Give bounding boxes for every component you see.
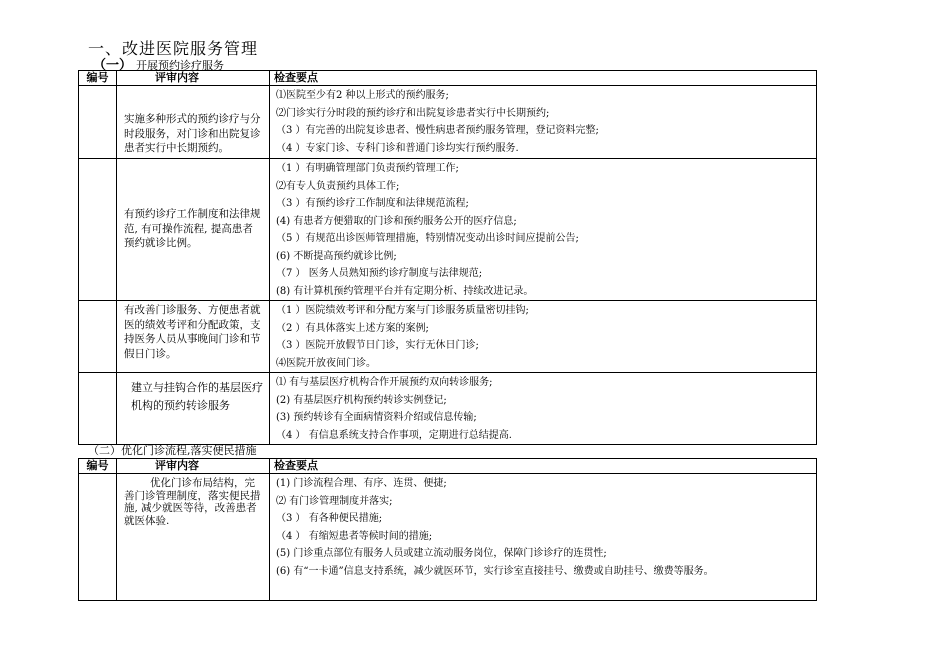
- header-content: 评审内容: [117, 459, 270, 474]
- check-point: ⑵门诊实行分时段的预约诊疗和出院复诊患者实行中长期预约;: [276, 107, 550, 119]
- check-point: （4 ） 有缩短患者等候时间的措施;: [276, 530, 433, 542]
- check-point: （4 ） 有信息系统支持合作事项，定期进行总结提高.: [276, 429, 512, 441]
- check-point: (5) 门诊重点部位有服务人员或建立流动服务岗位，保障门诊诊疗的连贯性;: [276, 548, 607, 559]
- table-row: [79, 159, 817, 301]
- row-number-cell: [79, 86, 117, 159]
- check-point: ⑵ 有门诊管理制度并落实;: [276, 495, 393, 507]
- check-point: （1 ）医院绩效考评和分配方案与门诊服务质量密切挂钩;: [276, 305, 529, 316]
- check-point: （3 ）医院开放假节日门诊，实行无休日门诊;: [276, 340, 479, 351]
- check-point: (6) 有“一卡通”信息支持系统，减少就医环节，实行诊室直接挂号、缴费或自助挂号、缴费等服务。: [276, 565, 714, 577]
- review-table-1: [78, 70, 817, 445]
- section-title: 一、改进医院服务管理: [88, 39, 259, 58]
- row-number-cell: [79, 373, 117, 445]
- check-point: ⑴医院至少有2 种以上形式的预约服务;: [276, 90, 449, 101]
- review-content: 优化门诊布局结构，完善门诊管理制度，落实便民措施, 减少就医等待，改善患者就医体验.: [117, 474, 270, 601]
- header-points: 检查要点: [270, 71, 817, 86]
- row-number-cell: [79, 474, 117, 601]
- check-point: （5 ）有规范出诊医师管理措施，特别情况变动出诊时间应提前公告;: [276, 233, 579, 244]
- table-header-row: [79, 459, 817, 474]
- table-row: [79, 474, 817, 601]
- check-point: ⑴ 有与基层医疗机构合作开展预约双向转诊服务;: [276, 377, 493, 388]
- table-row: [79, 86, 817, 159]
- review-content: 建立与挂钩合作的基层医疗机构的预约转诊服务: [117, 373, 270, 445]
- check-point: （3 ）有预约诊疗工作制度和法律规范流程;: [276, 198, 469, 209]
- review-content: 实施多种形式的预约诊疗与分时段服务，对门诊和出院复诊患者实行中长期预约。: [117, 86, 270, 159]
- check-points: [270, 373, 817, 445]
- check-point: (2) 有基层医疗机构预约转诊实例登记;: [276, 394, 447, 406]
- header-points: 检查要点: [270, 459, 817, 474]
- header-num: 编号: [79, 71, 117, 86]
- check-points: [270, 86, 817, 159]
- check-point: (6) 不断提高预约就诊比例;: [276, 250, 397, 262]
- check-points: [270, 474, 817, 601]
- check-point: （1 ）有明确管理部门负责预约管理工作;: [276, 163, 459, 174]
- check-points: [270, 159, 817, 301]
- check-point: （7 ） 医务人员熟知预约诊疗制度与法律规范;: [276, 268, 483, 279]
- check-point: (4) 有患者方便猎取的门诊和预约服务公开的医疗信息;: [276, 215, 517, 227]
- row-number-cell: [79, 159, 117, 301]
- review-content: 有改善门诊服务、方便患者就医的绩效考评和分配政策，支持医务人员从事晚间门诊和节假日门诊。: [117, 301, 270, 373]
- check-points: [270, 301, 817, 373]
- row-number-cell: [79, 301, 117, 373]
- table-row: [79, 301, 817, 373]
- check-point: （3 ）有完善的出院复诊患者、慢性病患者预约服务管理，登记资料完整;: [276, 125, 599, 136]
- check-point: ⑵有专人负责预约具体工作;: [276, 180, 400, 192]
- check-point: (8) 有计算机预约管理平台并有定期分析、持续改进记录。: [276, 285, 534, 297]
- check-point: （2 ）有具体落实上述方案的案例;: [276, 322, 429, 334]
- review-table-2: [78, 458, 817, 601]
- subsection-number: （一）: [93, 58, 133, 73]
- check-point: (1) 门诊流程合理、有序、连贯、便捷;: [276, 478, 447, 489]
- subsection-heading-2: （二）优化门诊流程,落实便民措施: [88, 444, 257, 457]
- check-point: （4 ）专家门诊、专科门诊和普通门诊均实行预约服务.: [276, 142, 519, 154]
- table-row: [79, 373, 817, 445]
- check-point: （3 ） 有各种便民措施;: [276, 513, 383, 524]
- check-point: ⑷医院开放夜间门诊。: [276, 357, 376, 369]
- review-content: 有预约诊疗工作制度和法律规范, 有可操作流程, 提高患者预约就诊比例。: [117, 159, 270, 301]
- header-num: 编号: [79, 459, 117, 474]
- check-point: (3) 预约转诊有全面病情资料介绍或信息传输;: [276, 412, 477, 423]
- table-header-row: [79, 71, 817, 86]
- header-content: 评审内容: [117, 71, 270, 86]
- subsection-title: 开展预约诊疗服务: [136, 59, 225, 72]
